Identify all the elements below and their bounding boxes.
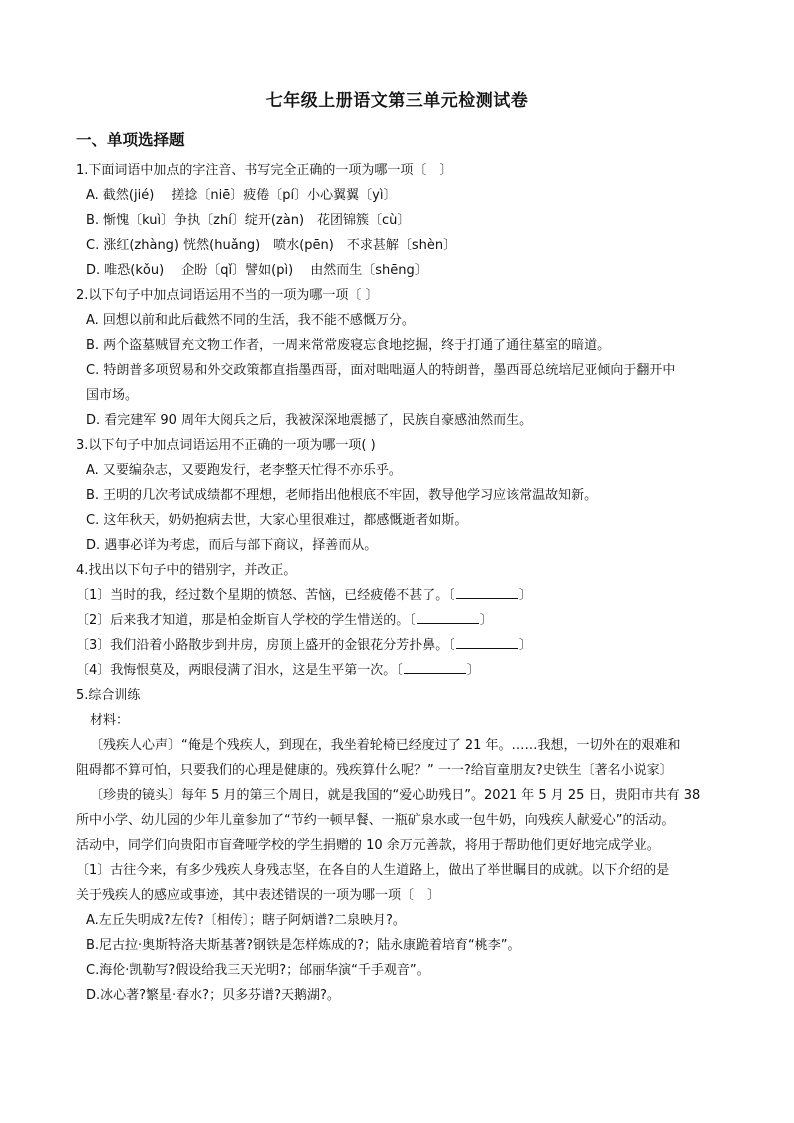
line-text: 3.以下句子中加点词语运用不正确的一项为哪一项( ) [76, 438, 376, 453]
text-line [76, 308, 726, 333]
line-text: 2.以下句子中加点词语运用不当的一项为哪一项〔 〕 [76, 288, 379, 303]
line-text: A. 回想以前和此后截然不同的生活，我不能不感慨万分。 [86, 313, 415, 328]
text-line [76, 158, 726, 183]
text-line [76, 633, 726, 658]
line-text: A. 截然(jié) 搓捻〔niē〕疲倦〔pí〕小心翼翼〔yì〕 [86, 188, 397, 203]
line-text: 所中小学、幼儿园的少年儿童参加了“节约一顿早餐、一瓶矿泉水或一包牛奶，向残疾人献爱心”的活动。 [76, 813, 675, 828]
line-text: B.尼古拉·奥斯特洛夫斯基著?钢铁是怎样炼成的?；陆永康跪着培育“桃李”。 [86, 938, 521, 953]
text-line [76, 333, 726, 358]
line-text: 关于残疾人的感应或事迹，其中表述错误的一项为哪一项〔 〕 [76, 888, 441, 903]
line-text: 1.下面词语中加点的字注音、书写完全正确的一项为哪一项〔 〕 [76, 163, 453, 178]
text-line [76, 383, 726, 408]
line-text: 〔3〕我们沿着小路散步到井房，房顶上盛开的金银花分芳扑鼻。〔 [76, 638, 455, 653]
answer-blank[interactable] [456, 584, 518, 599]
line-text: D.冰心著?繁星·春水?；贝多芬谱?天鹅湖?。 [86, 988, 340, 1003]
text-line [76, 608, 726, 633]
text-line [76, 433, 726, 458]
line-text: 〔1〕当时的我，经过数个星期的愤怒、苦恼，已经疲倦不甚了。〔 [76, 588, 455, 603]
line-text: 4.找出以下句子中的错别字，并改正。 [76, 563, 297, 578]
line-text: D. 唯恐(kǒu) 企盼〔qǐ〕譬如(pì) 由然而生〔shēng〕 [86, 263, 428, 278]
answer-blank[interactable] [456, 634, 518, 649]
text-line [76, 458, 726, 483]
text-line [76, 583, 726, 608]
text-line [76, 758, 726, 783]
section-heading: 一、单项选择题 [76, 131, 185, 149]
answer-blank[interactable] [404, 659, 466, 674]
line-text: 5.综合训练 [76, 688, 141, 703]
text-line [76, 558, 726, 583]
line-text-after: 〕 [518, 588, 532, 603]
question-list [76, 158, 726, 1008]
line-text: 活动中，同学们向贵阳市盲聋哑学校的学生捐赠的 10 余万元善款，将用于帮助他们更好地完成学业。 [76, 838, 660, 853]
text-line [76, 908, 726, 933]
line-text: 材料： [90, 713, 130, 728]
line-text: 〔珍贵的镜头〕每年 5 月的第三个周日，就是我国的“爱心助残日”。2021 年 5 月 25 日，贵阳市共有 38 [90, 788, 701, 803]
text-line [76, 183, 726, 208]
text-line [76, 883, 726, 908]
text-line [76, 408, 726, 433]
line-text: 〔残疾人心声〕“俺是个残疾人，到现在，我坐着轮椅已经度过了 21 年。……我想，一切外在的艰难和 [90, 738, 681, 753]
line-text: B. 两个盗墓贼冒充文物工作者，一周来常常废寝忘食地挖掘，终于打通了通往墓室的暗道。 [86, 338, 611, 353]
text-line [76, 208, 726, 233]
line-text: 〔4〕我悔恨莫及，两眼侵满了泪水，这是生平第一次。〔 [76, 663, 403, 678]
text-line [76, 733, 726, 758]
line-text-after: 〕 [466, 663, 480, 678]
line-text: D. 看完建军 90 周年大阅兵之后，我被深深地震撼了，民族自豪感油然而生。 [86, 413, 533, 428]
line-text: C. 特朗普多项贸易和外交政策都直指墨西哥，面对咄咄逼人的特朗普，墨西哥总统培尼亚倾向于翻开中 [86, 363, 676, 378]
line-text: C. 涨红(zhàng) 恍然(huǎng) 喷水(pēn) 不求甚解〔shèn〕 [86, 238, 457, 253]
line-text: B. 惭愧〔kuì〕争执〔zhí〕绽开(zàn) 花团锦簇〔cù〕 [86, 213, 411, 228]
text-line [76, 858, 726, 883]
text-line [76, 358, 726, 383]
text-line [76, 533, 726, 558]
text-line [76, 233, 726, 258]
text-line [76, 508, 726, 533]
text-line [76, 958, 726, 983]
line-text: B. 王明的几次考试成绩都不理想，老师指出他根底不牢固，教导他学习应该常温故知新。 [86, 488, 598, 503]
text-line [76, 658, 726, 683]
line-text-after: 〕 [518, 638, 532, 653]
line-text: A.左丘失明成?左传?〔相传〕；瞎子阿炳谱?二泉映月?。 [86, 913, 406, 928]
text-line [76, 483, 726, 508]
line-text: 阻碍都不算可怕，只要我们的心理是健康的。残疾算什么呢？” 一一?给盲童朋友?史铁生〔著名小说家〕 [76, 763, 673, 778]
line-text: 〔1〕古往今来，有多少残疾人身残志坚，在各自的人生道路上，做出了举世瞩目的成就。以下介绍的是 [76, 863, 670, 878]
line-text: C. 这年秋天，奶奶抱病去世，大家心里很难过，都感慨逝者如斯。 [86, 513, 468, 528]
text-line [76, 783, 726, 808]
text-line [76, 683, 726, 708]
text-line [76, 833, 726, 858]
text-line [76, 808, 726, 833]
line-text: A. 又要编杂志，又要跑发行，老李整天忙得不亦乐乎。 [86, 463, 402, 478]
page-title: 七年级上册语文第三单元检测试卷 [265, 91, 529, 111]
line-text: C.海伦·凯勒写?假设给我三天光明?；邰丽华演“千手观音”。 [86, 963, 430, 978]
text-line [76, 933, 726, 958]
line-text: 〔2〕后来我才知道，那是柏金斯盲人学校的学生惜送的。〔 [76, 613, 416, 628]
text-line [76, 708, 726, 733]
line-text: 国市场。 [86, 388, 139, 403]
text-line [76, 283, 726, 308]
line-text: D. 遇事必详为考虑，而后与部下商议，择善而从。 [86, 538, 378, 553]
text-line [76, 258, 726, 283]
text-line [76, 983, 726, 1008]
answer-blank[interactable] [417, 609, 479, 624]
line-text-after: 〕 [479, 613, 493, 628]
